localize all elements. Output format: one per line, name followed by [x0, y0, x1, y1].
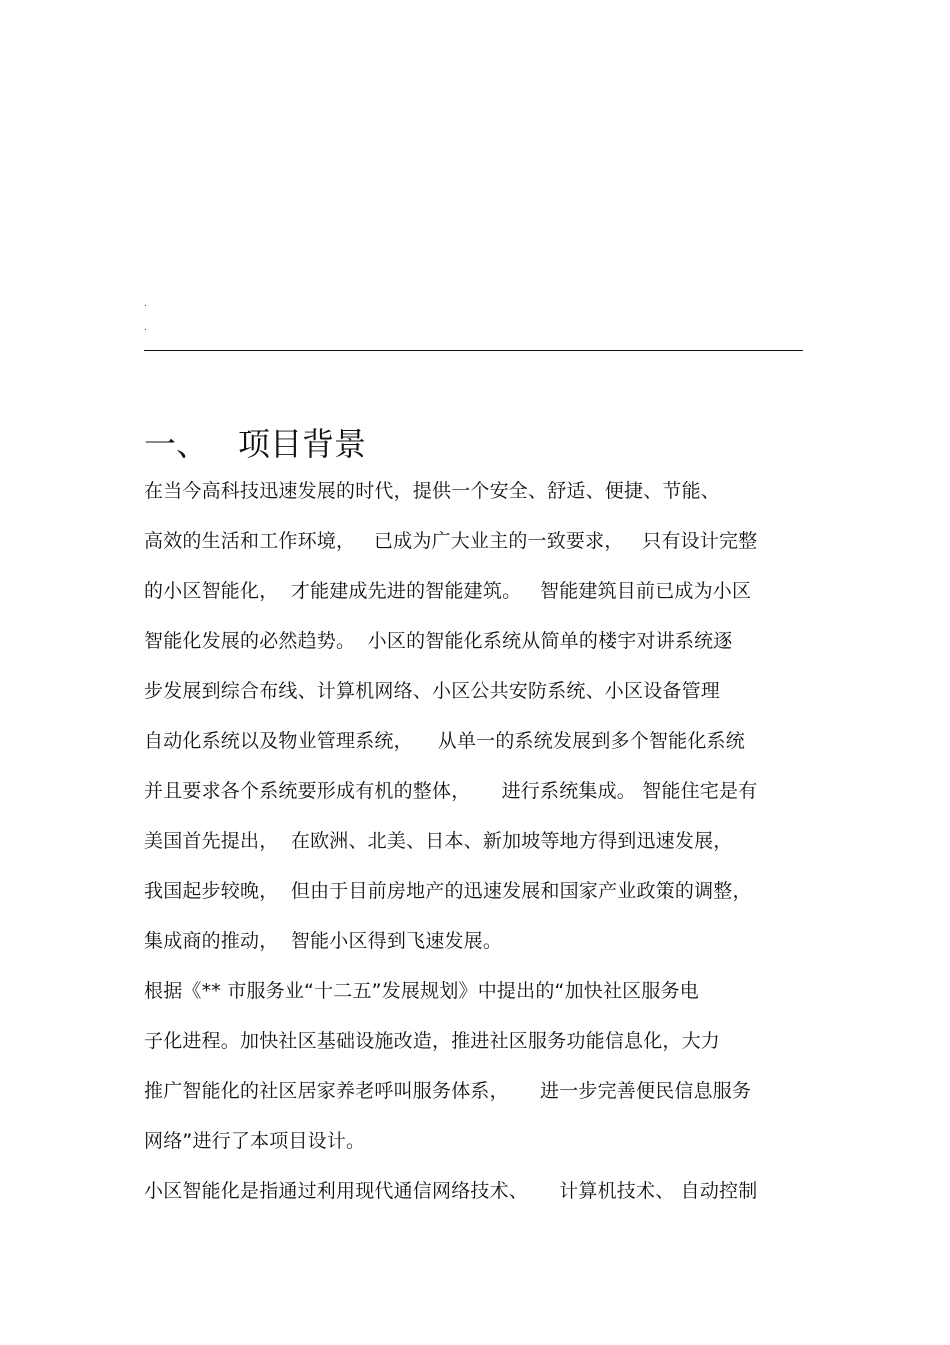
header-mark: .	[144, 323, 147, 333]
text-line: 美国首先提出， 在欧洲、北美、日本、新加坡等地方得到迅速发展，	[144, 830, 733, 852]
section-title: 项目背景	[238, 425, 367, 463]
text-line: 自动化系统以及物业管理系统， 从单一的系统发展到多个智能化系统	[144, 730, 745, 752]
text-line: 集成商的推动， 智能小区得到飞速发展。	[144, 930, 503, 952]
text-line: 推广智能化的社区居家养老呼叫服务体系， 进一步完善便民信息服务	[144, 1080, 752, 1102]
text-line: 我国起步较晚， 但由于目前房地产的迅速发展和国家产业政策的调整，	[144, 880, 752, 902]
text-line: 高效的生活和工作环境， 已成为广大业主的一致要求， 只有设计完整	[144, 530, 758, 552]
text-line: 步发展到综合布线、计算机网络、小区公共安防系统、小区设备管理	[144, 680, 721, 702]
header-rule	[144, 350, 803, 351]
text-line: 在当今高科技迅速发展的时代，提供一个安全、舒适、便捷、节能、	[144, 480, 721, 502]
text-line: 根据《** 市服务业“十二五”发展规划》中提出的“加快社区服务电	[144, 980, 699, 1002]
text-line: 子化进程。加快社区基础设施改造，推进社区服务功能信息化，大力	[144, 1030, 721, 1052]
text-line: 智能化发展的必然趋势。 小区的智能化系统从简单的楼宇对讲系统逐	[144, 630, 733, 652]
text-line: 并且要求各个系统要形成有机的整体， 进行系统集成。 智能住宅是有	[144, 780, 758, 802]
text-line: 的小区智能化， 才能建成先进的智能建筑。 智能建筑目前已成为小区	[144, 580, 752, 602]
section-heading	[144, 422, 366, 466]
section-number: 一、	[144, 425, 209, 463]
text-line: 网络”进行了本项目设计。	[144, 1130, 366, 1152]
body-text	[144, 466, 814, 1216]
text-line: 小区智能化是指通过利用现代通信网络技术、 计算机技术、 自动控制	[144, 1180, 758, 1202]
header-mark: .	[144, 299, 147, 309]
